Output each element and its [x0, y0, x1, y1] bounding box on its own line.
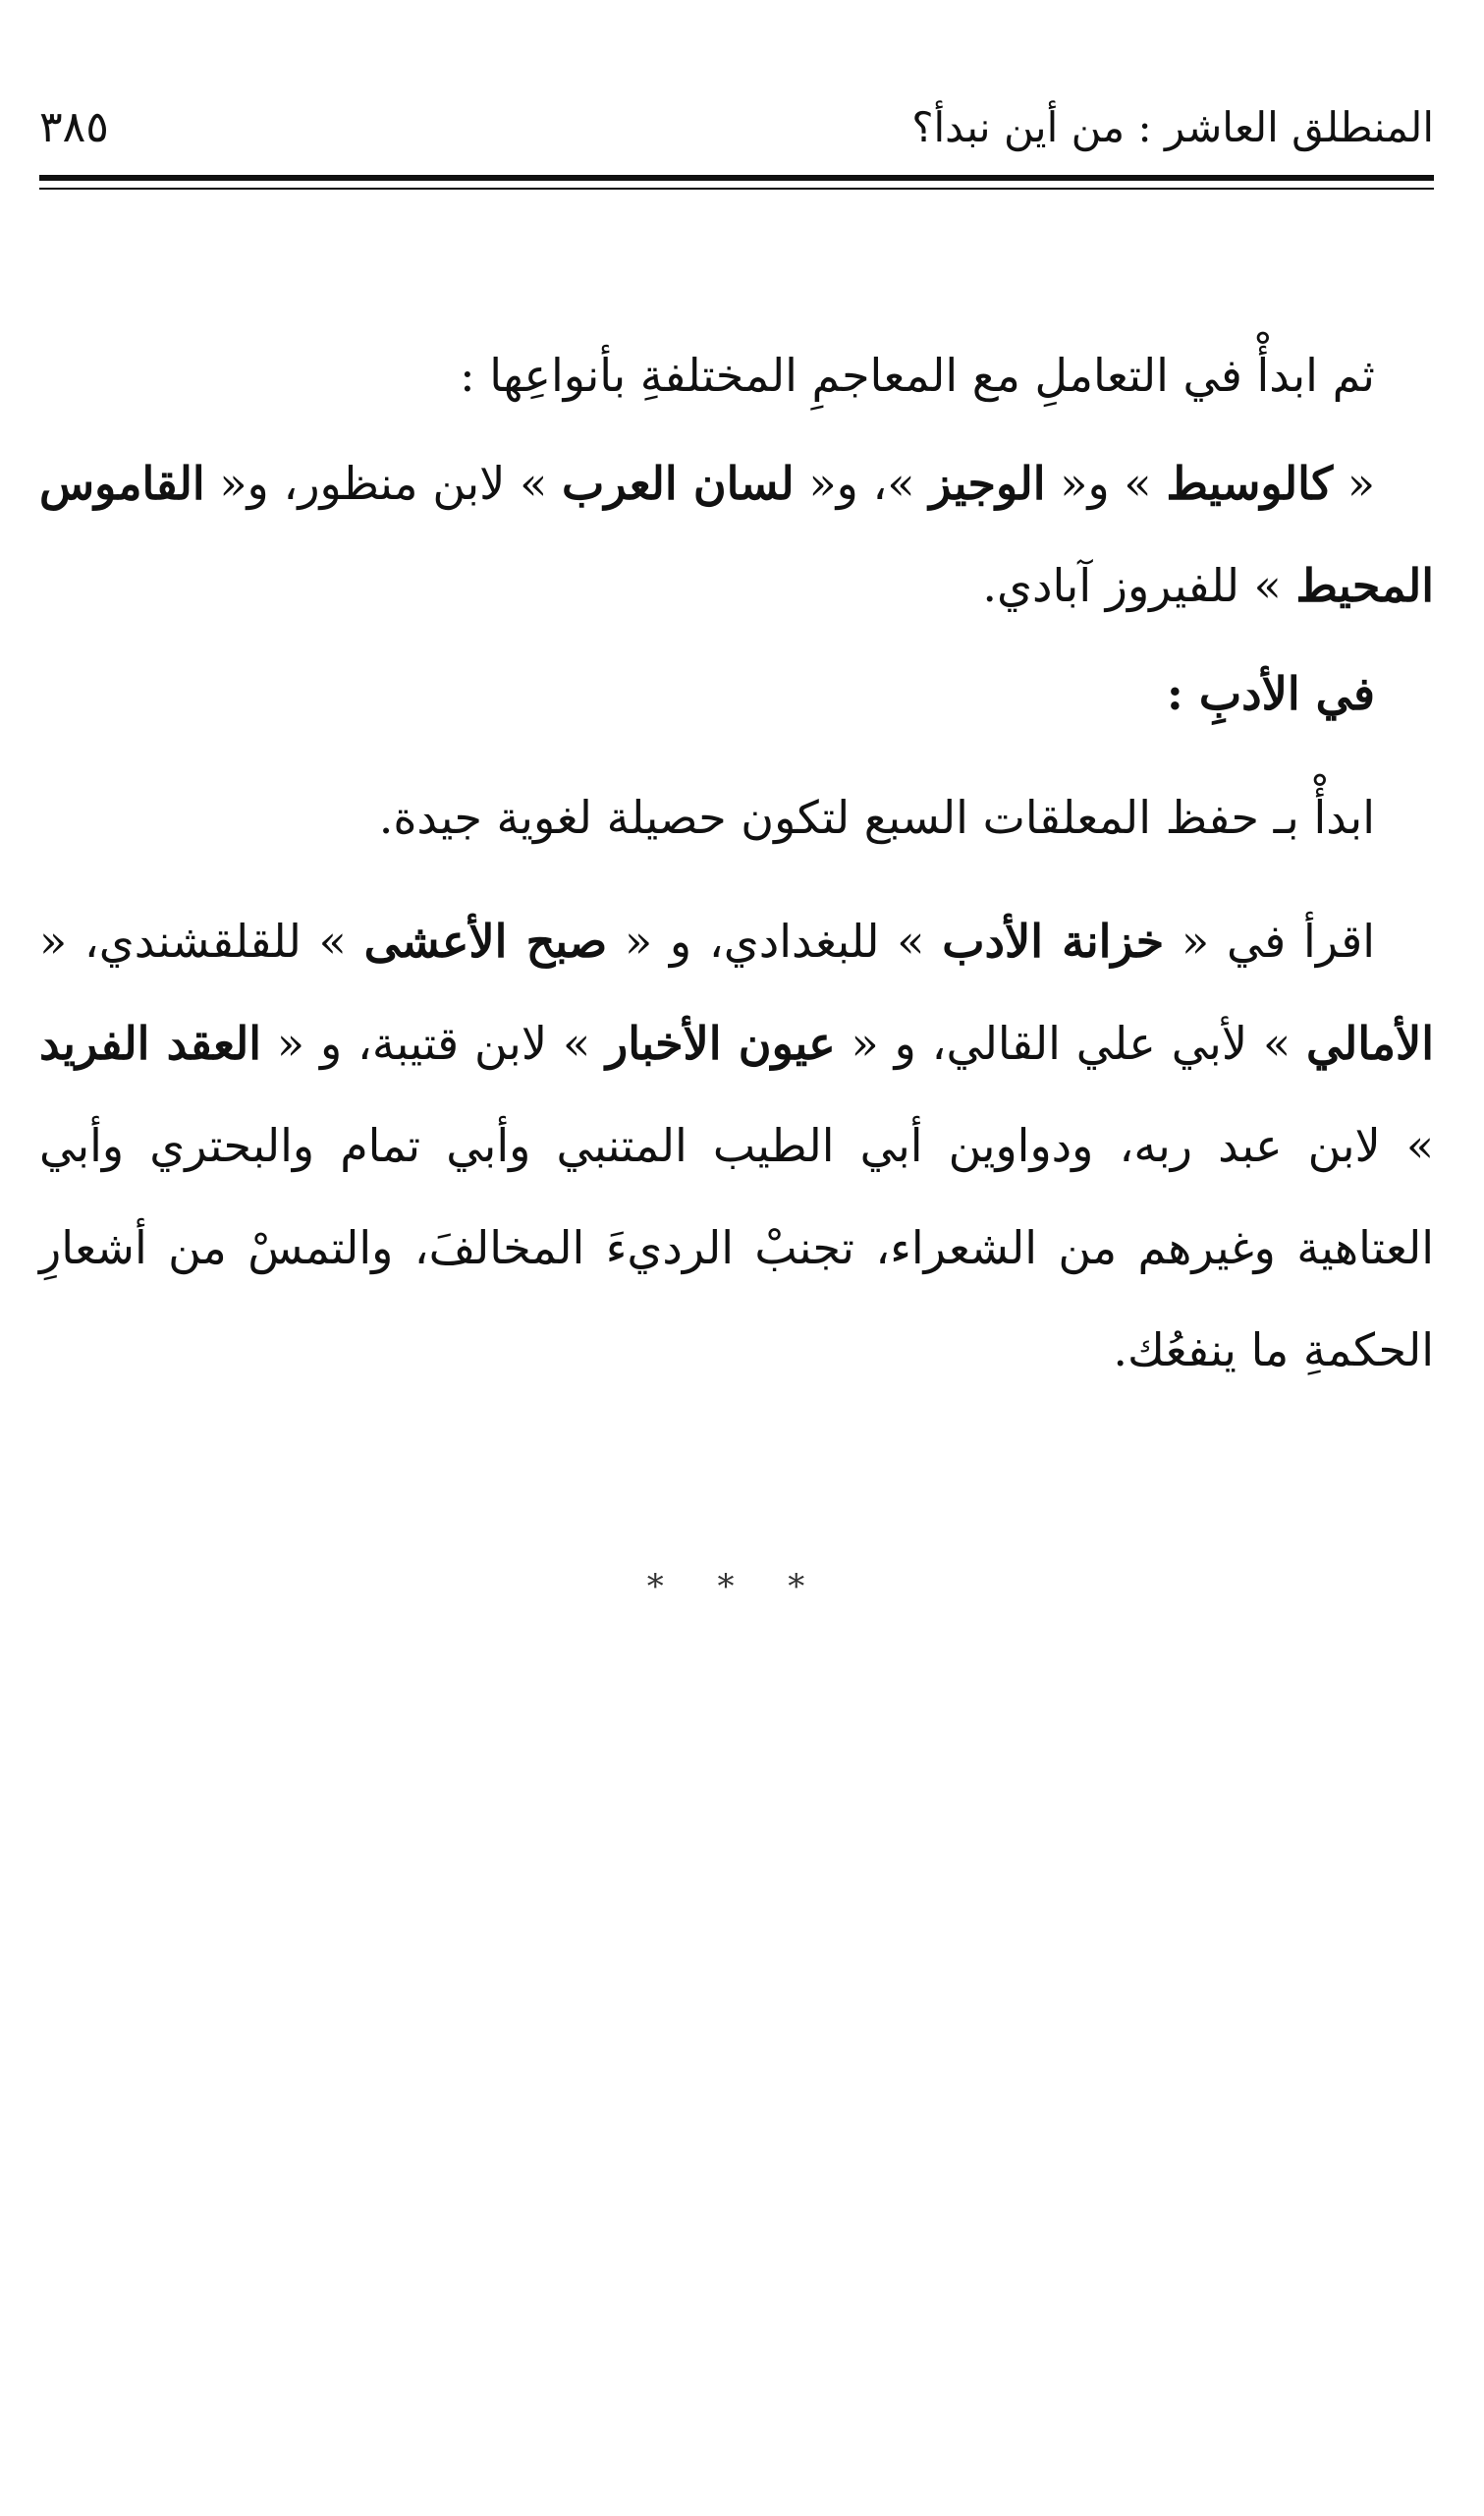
header-rule-thin — [39, 188, 1434, 190]
text-span: » للقلقشندي، « — [39, 915, 364, 968]
book-title-al-wasit: كالوسيط — [1166, 457, 1334, 510]
intro-paragraph: ثم ابدأْ في التعاملِ مع المعاجمِ المختلفةِ بأنواعِها : — [460, 349, 1375, 402]
book-title-lisan-al-arab: لسان العرب — [562, 457, 795, 510]
dictionaries-paragraph — [39, 432, 1434, 637]
text-span: » لابن منظور، و« — [204, 457, 563, 510]
book-title-al-qamus-al-muhit: القاموس المحيط — [39, 457, 1434, 612]
page-header — [39, 93, 1434, 162]
book-title-al-wajiz: الوجيز — [929, 457, 1046, 510]
book-title-uyun-al-akhbar: عيون الأخبار — [605, 1017, 836, 1070]
page-number: ٣٨٥ — [39, 102, 109, 152]
text-span: اقرأ في « — [1164, 915, 1375, 968]
adab-paragraph-2 — [39, 890, 1434, 1401]
text-span: » للبغدادي، و « — [607, 915, 943, 968]
page-body — [39, 324, 1434, 1401]
header-rule-thick — [39, 175, 1434, 181]
book-title-al-amali: الأمالي — [1305, 1017, 1434, 1070]
text-span: » للفيروز آبادي. — [982, 559, 1296, 612]
text-span: » لابن قتيبة، و « — [261, 1017, 606, 1070]
text-span: » لابن عبد ربه، ودواوين أبي الطيب المتنبي وأبي تمام والبحتري وأبي العتاهية وغيرهم من الشعراء، تجنبْ الرديءَ المخالفَ، والتمسْ من أشعارِ الحكمةِ ما ينفعُك. — [39, 1119, 1434, 1376]
section-end-ornament: * * * — [646, 1567, 827, 1606]
running-title: المنطلق العاشر : من أين نبدأ؟ — [911, 103, 1434, 151]
text-span: » لأبي علي القالي، و « — [835, 1017, 1306, 1070]
text-span: »، و« — [794, 457, 930, 510]
section-heading-adab: في الأدبِ : — [1166, 667, 1375, 720]
book-page — [39, 0, 1434, 2516]
book-title-khizanat-al-adab: خزانة الأدب — [942, 915, 1165, 968]
adab-paragraph-1: ابدأْ بـ حفظ المعلقات السبع لتكون حصيلة لغوية جيدة. — [378, 791, 1375, 844]
text-span: » و« — [1045, 457, 1167, 510]
book-title-subh-al-asha: صبح الأعشى — [363, 915, 608, 968]
text-span: « — [1333, 457, 1376, 510]
book-title-al-iqd-al-farid: العقد الفريد — [39, 1017, 262, 1070]
